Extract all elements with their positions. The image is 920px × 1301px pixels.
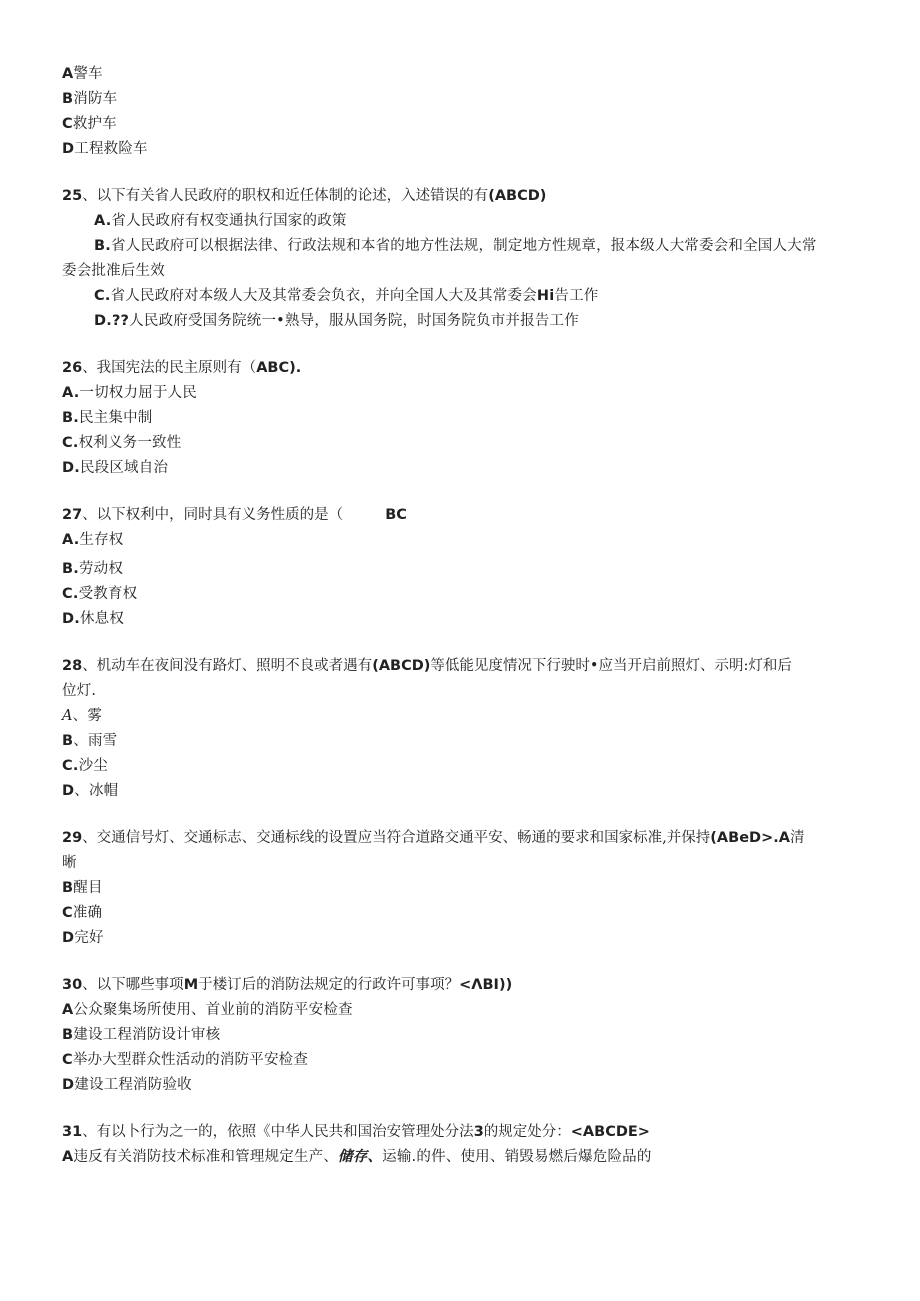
answer: <ΛBI)) xyxy=(459,977,513,993)
option-a: A.省人民政府有权变通执行国家的政策 xyxy=(94,213,347,229)
question-25 xyxy=(62,184,862,334)
question-27 xyxy=(62,503,862,632)
option-b: B.省人民政府可以根据法律、行政法规和本省的地方性法规，制定地方性规章，报本级人大常委会和全国人大常 xyxy=(94,238,817,254)
q24-options xyxy=(62,62,862,162)
option-d: D工程救险车 xyxy=(62,141,148,157)
option-a: A违反有关消防技术标准和管理规定生产、储存、运输.的件、使用、销毁易燃后爆危险品的 xyxy=(62,1149,652,1165)
option-c: C.沙尘 xyxy=(62,758,108,774)
option-b: B.民主集中制 xyxy=(62,410,153,426)
option-c: C救护车 xyxy=(62,116,117,132)
option-a: A公众聚集场所使用、首业前的消防平安检查 xyxy=(62,1002,353,1018)
question-continuation: 位灯. xyxy=(62,683,97,699)
option-a: A.一切权力屈于人民 xyxy=(62,385,198,401)
answer: ABC). xyxy=(256,360,302,376)
question-28 xyxy=(62,654,862,804)
question-continuation: 晰 xyxy=(62,855,77,871)
question-text: 25、以下有关省人民政府的职权和近任体制的论述，入述错误的有(ABCD) xyxy=(62,188,547,204)
question-text: 31、有以卜行为之一的，依照《中华人民共和国治安管理处分法3的规定处分：<ABCDE> xyxy=(62,1124,650,1140)
option-d: D完好 xyxy=(62,930,104,946)
option-b: B消防车 xyxy=(62,91,118,107)
answer: BC xyxy=(385,507,407,523)
question-31 xyxy=(62,1120,862,1170)
option-d: D、冰帽 xyxy=(62,783,119,799)
question-29 xyxy=(62,826,862,951)
option-c: C.省人民政府对本级人大及其常委会负衣，并向全国人大及其常委会Hi告工作 xyxy=(94,288,599,304)
question-30 xyxy=(62,973,862,1098)
option-b: B.劳动权 xyxy=(62,561,124,577)
answer: (ABCD) xyxy=(488,188,547,204)
option-b: B、雨雪 xyxy=(62,733,118,749)
option-a: A、雾 xyxy=(62,708,103,724)
question-26 xyxy=(62,356,862,481)
option-d: D.民段区域自治 xyxy=(62,460,169,476)
answer: (ABCD) xyxy=(372,658,431,674)
option-b-continuation: 委会批准后生效 xyxy=(62,263,165,279)
option-b: B建设工程消防设计审核 xyxy=(62,1027,221,1043)
option-d: D.休息权 xyxy=(62,611,125,627)
question-text: 29、交通信号灯、交通标志、交通标线的设置应当符合道路交通平安、畅通的要求和国家标准,并保持(ABeD>.A清 xyxy=(62,830,805,846)
question-text: 28、机动车在夜间没有路灯、照明不良或者遇有(ABCD)等低能见度情况下行驶时•应当开启前照灯、示明:灯和后 xyxy=(62,658,792,674)
question-text: 30、以下哪些事项M于楼订后的消防法规定的行政许可事项？<ΛBI)) xyxy=(62,977,513,993)
answer: (ABeD>.A xyxy=(710,830,790,846)
option-d: D建设工程消防验收 xyxy=(62,1077,192,1093)
option-c: C.权利义务一致性 xyxy=(62,435,182,451)
option-d: D.??人民政府受国务院统一•熟导，服从国务院，时国务院负市并报告工作 xyxy=(94,313,579,329)
option-a: A.生存权 xyxy=(62,532,124,548)
question-text: 27、以下权利中，同时具有义务性质的是（ BC xyxy=(62,507,407,523)
option-c: C举办大型群众性活动的消防平安检查 xyxy=(62,1052,309,1068)
option-a: A警车 xyxy=(62,66,103,82)
option-c: C准确 xyxy=(62,905,103,921)
document-page xyxy=(62,62,862,1170)
question-text: 26、我国宪法的民主原则有（ABC). xyxy=(62,360,302,376)
option-b: B醒目 xyxy=(62,880,103,896)
answer: <ABCDE> xyxy=(570,1124,650,1140)
option-c: C.受教育权 xyxy=(62,586,138,602)
